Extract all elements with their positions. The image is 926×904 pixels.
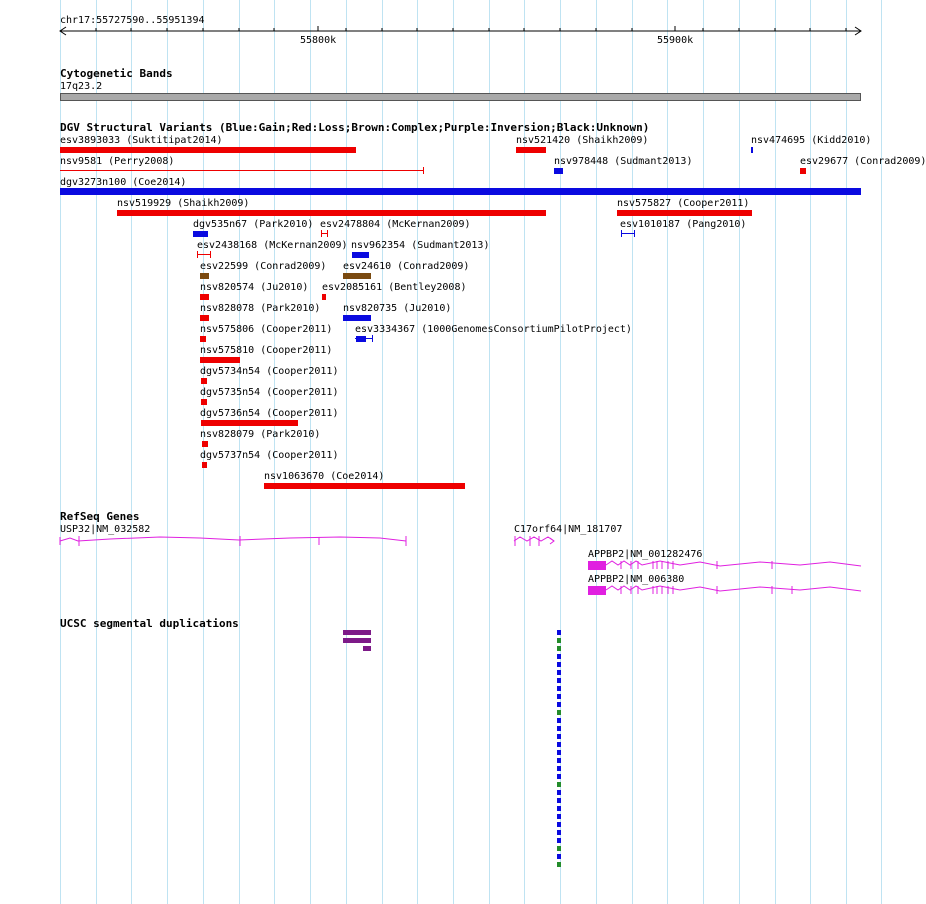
gene-label: APPBP2|NM_006380 bbox=[588, 574, 685, 585]
variant-label: nsv820574 (Ju2010) bbox=[200, 282, 309, 293]
gene-label: C17orf64|NM_181707 bbox=[514, 524, 623, 535]
variant-label: esv22599 (Conrad2009) bbox=[200, 261, 327, 272]
ruler-tick-label: 55900k bbox=[657, 35, 694, 46]
variant-label: esv2478804 (McKernan2009) bbox=[320, 219, 471, 230]
variant-label: nsv474695 (Kidd2010) bbox=[751, 135, 872, 146]
variant-label: esv3334367 (1000GenomesConsortiumPilotProject) bbox=[355, 324, 632, 335]
variant-label: nsv1063670 (Coe2014) bbox=[264, 471, 385, 482]
gene-label: USP32|NM_032582 bbox=[60, 524, 151, 535]
gene-label: APPBP2|NM_001282476 bbox=[588, 549, 703, 560]
variant-label: nsv828079 (Park2010) bbox=[200, 429, 321, 440]
refseq-track-title: RefSeq Genes bbox=[60, 510, 140, 523]
variant-label: esv3893033 (Suktitipat2014) bbox=[60, 135, 223, 146]
variant-label: nsv9581 (Perry2008) bbox=[60, 156, 175, 167]
variant-label: nsv575810 (Cooper2011) bbox=[200, 345, 333, 356]
variant-label: nsv978448 (Sudmant2013) bbox=[554, 156, 693, 167]
variant-label: dgv5736n54 (Cooper2011) bbox=[200, 408, 339, 419]
variant-label: esv1010187 (Pang2010) bbox=[620, 219, 747, 230]
variant-label: esv24610 (Conrad2009) bbox=[343, 261, 470, 272]
cytoband-label: 17q23.2 bbox=[60, 81, 103, 92]
variant-label: dgv5734n54 (Cooper2011) bbox=[200, 366, 339, 377]
variant-label: esv2085161 (Bentley2008) bbox=[322, 282, 467, 293]
variant-label: nsv828078 (Park2010) bbox=[200, 303, 321, 314]
variant-label: dgv535n67 (Park2010) bbox=[193, 219, 314, 230]
segdup-track-title: UCSC segmental duplications bbox=[60, 617, 239, 630]
variant-label: esv2438168 (McKernan2009) bbox=[197, 240, 348, 251]
variant-label: dgv5735n54 (Cooper2011) bbox=[200, 387, 339, 398]
dgv-track-title: DGV Structural Variants (Blue:Gain;Red:Loss;Brown:Complex;Purple:Inversion;Black:Unknown) bbox=[60, 121, 650, 134]
variant-label: dgv5737n54 (Cooper2011) bbox=[200, 450, 339, 461]
variant-label: nsv519929 (Shaikh2009) bbox=[117, 198, 250, 209]
ruler-tick-label: 55800k bbox=[300, 35, 337, 46]
variant-label: nsv820735 (Ju2010) bbox=[343, 303, 452, 314]
variant-label: nsv521420 (Shaikh2009) bbox=[516, 135, 649, 146]
variant-label: nsv575806 (Cooper2011) bbox=[200, 324, 333, 335]
variant-label: nsv962354 (Sudmant2013) bbox=[351, 240, 490, 251]
variant-label: dgv3273n100 (Coe2014) bbox=[60, 177, 187, 188]
cytoband-track-title: Cytogenetic Bands bbox=[60, 67, 173, 80]
locus-label: chr17:55727590..55951394 bbox=[60, 15, 205, 26]
variant-label: esv29677 (Conrad2009) bbox=[800, 156, 926, 167]
variant-label: nsv575827 (Cooper2011) bbox=[617, 198, 750, 209]
